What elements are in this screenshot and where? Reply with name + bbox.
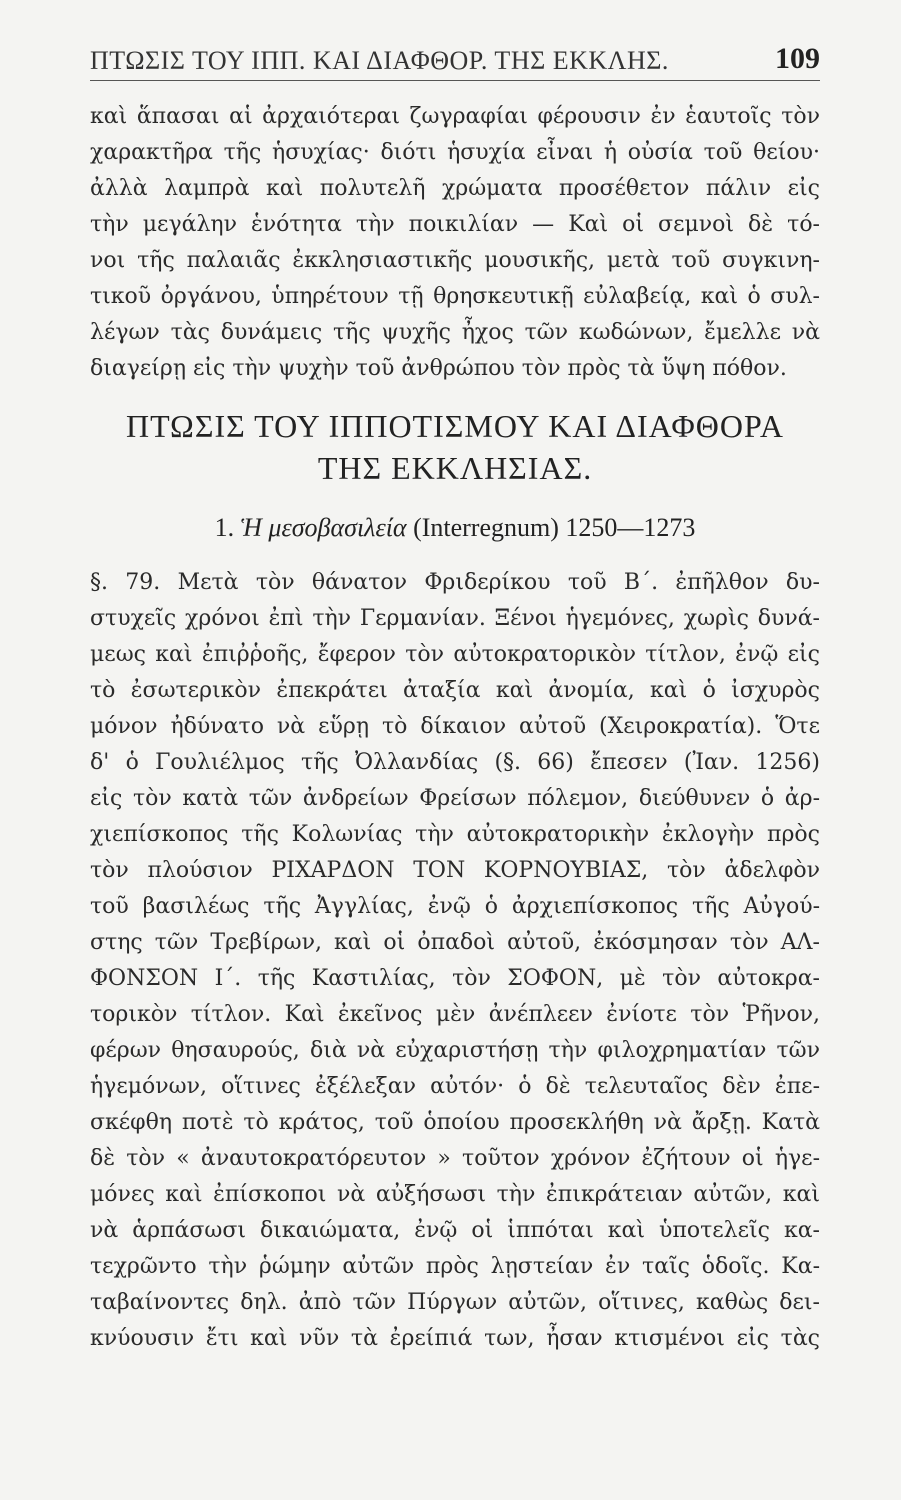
text-line: νοι τῆς παλαιᾶς ἐκκλησιαστικῆς μουσικῆς, μετὰ τοῦ συγκινη- (90, 248, 820, 273)
text-line: διαγείρῃ εἰς τὴν ψυχὴν τοῦ ἀνθρώπου τὸν πρὸς τὰ ὕψη πόθον. (90, 356, 787, 381)
text-line: φέρων θησαυρούς, διὰ νὰ εὐχαριστήσῃ τὴν φιλοχρηματίαν τῶν (90, 1038, 820, 1063)
text-line: κνύουσιν ἔτι καὶ νῦν τὰ ἐρείπιά των, ἦσαν κτισμένοι εἰς τὰς (90, 1326, 820, 1351)
subsection-title: Ἡ μεσοβασιλεία (240, 513, 407, 542)
subsection-dates: (Interregnum) 1250—1273 (413, 513, 696, 542)
text-line: δὲ τὸν « ἀναυτοκρατόρευτον » τοῦτον χρόνον ἐζήτουν οἱ ἡγε- (90, 1146, 820, 1171)
text-line: λέγων τὰς δυνάμεις τῆς ψυχῆς ἦχος τῶν κωδώνων, ἔμελλε νὰ (90, 320, 820, 345)
text-line: νὰ ἁρπάσωσι δικαιώματα, ἐνῷ οἱ ἱππόται καὶ ὑποτελεῖς κα- (90, 1218, 820, 1243)
text-line: μόνον ἠδύνατο νὰ εὕρῃ τὸ δίκαιον αὐτοῦ (Χειροκρατία). Ὅτε (90, 714, 820, 739)
text-line: ἡγεμόνων, οἵτινες ἐξέλεξαν αὐτόν· ὁ δὲ τελευταῖος δὲν ἐπε- (90, 1074, 820, 1099)
text-line: τεχρῶντο τὴν ῥώμην αὐτῶν πρὸς λῃστείαν ἐν ταῖς ὁδοῖς. Κα- (90, 1254, 820, 1279)
text-line: ΦΟΝΣΟΝ Ι΄. τῆς Καστιλίας, τὸν ΣΟΦΟΝ, μὲ τὸν αὐτοκρα- (90, 966, 820, 991)
text-line: σκέφθη ποτὲ τὸ κράτος, τοῦ ὁποίου προσεκλήθη νὰ ἄρξῃ. Κατὰ (90, 1110, 820, 1135)
text-line: στυχεῖς χρόνοι ἐπὶ τὴν Γερμανίαν. Ξένοι ἡγεμόνες, χωρὶς δυνά- (90, 606, 820, 631)
text-line: ταβαίνοντες δηλ. ἀπὸ τῶν Πύργων αὐτῶν, οἵτινες, καθὼς δει- (90, 1290, 820, 1315)
text-line: χιεπίσκοπος τῆς Κολωνίας τὴν αὐτοκρατορικὴν ἐκλογὴν πρὸς (90, 822, 820, 847)
section-title-line-1: ΠΤΩΣΙΣ ΤΟΥ ΙΠΠΟΤΙΣΜΟΥ ΚΑΙ ΔΙΑΦΘΟΡΑ (125, 408, 785, 444)
text-line: εἰς τὸν κατὰ τῶν ἀνδρείων Φρείσων πόλεμον, διεύθυνεν ὁ ἀρ- (90, 786, 820, 811)
text-line: τὴν μεγάλην ἑνότητα τὴν ποικιλίαν — Καὶ οἱ σεμνοὶ δὲ τό- (90, 212, 820, 237)
text-line: καὶ ἅπασαι αἱ ἀρχαιότεραι ζωγραφίαι φέρουσιν ἐν ἑαυτοῖς τὸν (90, 104, 820, 129)
text-line: τορικὸν τίτλον. Καὶ ἐκεῖνος μὲν ἀνέπλεεν ἐνίοτε τὸν Ῥῆνον, (90, 1002, 820, 1027)
running-title: ΠΤΩΣΙΣ ΤΟΥ ΙΠΠ. ΚΑΙ ΔΙΑΦΘΟΡ. ΤΗΣ ΕΚΚΛΗΣ. (90, 46, 669, 75)
text-line: χαρακτῆρα τῆς ἡσυχίας· διότι ἡσυχία εἶναι ἡ οὐσία τοῦ θείου· (90, 140, 820, 165)
text-line: δ' ὁ Γουλιέλμος τῆς Ὀλλανδίας (§. 66) ἔπεσεν (Ἰαν. 1256) (90, 750, 820, 775)
running-head (90, 40, 820, 81)
subsection-number: 1. (214, 513, 235, 542)
text-line: ἀλλὰ λαμπρὰ καὶ πολυτελῆ χρώματα προσέθετον πάλιν εἰς (90, 176, 820, 201)
page-number: 109 (775, 42, 820, 75)
text-line: τοῦ βασιλέως τῆς Ἀγγλίας, ἐνῷ ὁ ἀρχιεπίσκοπος τῆς Αὐγού- (90, 894, 820, 919)
text-line: τικοῦ ὀργάνου, ὑπηρέτουν τῇ θρησκευτικῇ εὐλαβείᾳ, καὶ ὁ συλ- (90, 284, 820, 309)
text-line: μεως καὶ ἐπιῤῥοῆς, ἔφερον τὸν αὐτοκρατορικὸν τίτλον, ἐνῷ εἰς (90, 642, 820, 667)
section-title-line-2: ΤΗΣ ΕΚΚΛΗΣΙΑΣ. (317, 450, 593, 486)
text-line: στης τῶν Τρεβίρων, καὶ οἱ ὀπαδοὶ αὐτοῦ, ἐκόσμησαν τὸν ΑΛ- (90, 930, 820, 955)
text-line: τὸ ἐσωτερικὸν ἐπεκράτει ἀταξία καὶ ἀνομία, καὶ ὁ ἰσχυρὸς (90, 678, 820, 703)
text-line: §. 79. Μετὰ τὸν θάνατον Φριδερίκου τοῦ Β΄. ἐπῆλθον δυ- (90, 570, 820, 595)
text-line: μόνες καὶ ἐπίσκοποι νὰ αὐξήσωσι τὴν ἐπικράτειαν αὐτῶν, καὶ (90, 1182, 820, 1207)
subsection-heading (90, 508, 820, 548)
text-line: τὸν πλούσιον ΡΙΧΑΡΔΟΝ ΤΟΝ ΚΟΡΝΟΥΒΙΑΣ, τὸν ἀδελφὸν (90, 858, 820, 883)
